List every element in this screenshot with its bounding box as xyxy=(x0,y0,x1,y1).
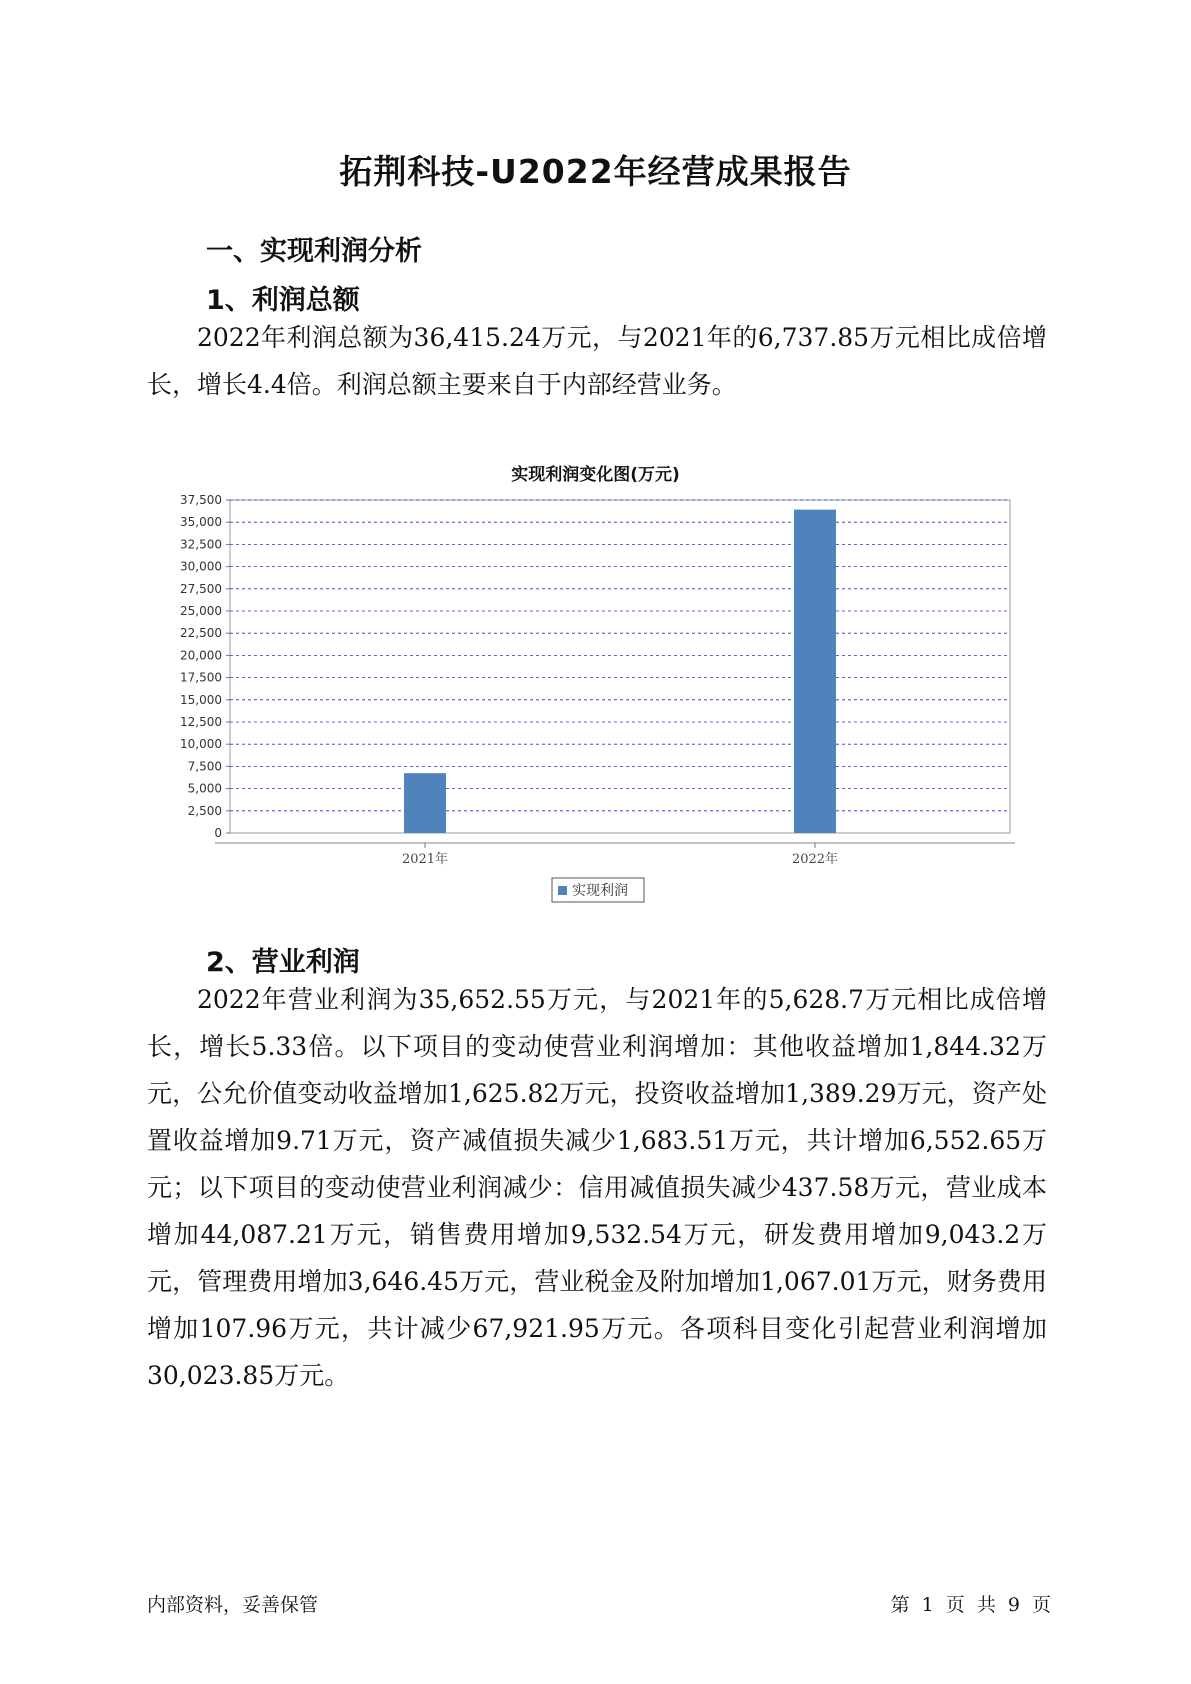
bar-2021年 xyxy=(404,773,446,833)
section-heading-profit-analysis: 一、实现利润分析 xyxy=(206,236,422,267)
footer-page-number: 第 1 页 共 9 页 xyxy=(890,1594,1051,1616)
x-tick-label: 2022年 xyxy=(791,852,839,867)
chart-title: 实现利润变化图(万元) xyxy=(511,465,680,485)
y-tick-label: 25,000 xyxy=(180,604,222,618)
y-tick-label: 27,500 xyxy=(180,581,222,596)
y-tick-label: 22,500 xyxy=(180,626,222,641)
y-tick-label: 5,000 xyxy=(187,781,222,796)
y-tick-label: 7,500 xyxy=(187,759,222,774)
y-tick-label: 10,000 xyxy=(180,737,222,752)
legend-swatch xyxy=(558,886,567,895)
subheading-total-profit: 1、利润总额 xyxy=(206,285,360,316)
subheading-operating-profit: 2、营业利润 xyxy=(206,947,360,978)
y-tick-label: 17,500 xyxy=(180,670,222,685)
plot-area xyxy=(230,500,1010,833)
y-tick-label: 0 xyxy=(214,826,222,840)
y-tick-label: 15,000 xyxy=(180,692,222,707)
y-tick-label: 30,000 xyxy=(180,559,222,574)
x-tick-label: 2021年 xyxy=(401,852,449,867)
footer-confidential-note: 内部资料，妥善保管 xyxy=(147,1594,319,1616)
y-tick-label: 2,500 xyxy=(187,803,222,818)
paragraph-total-profit: 2022年利润总额为36,415.24万元，与2021年的6,737.85万元相比成倍增长，增长4.4倍。利润总额主要来自于内部经营业务。 xyxy=(147,323,1047,399)
legend-label: 实现利润 xyxy=(572,883,628,899)
bar-2022年 xyxy=(794,510,836,833)
paragraph-operating-profit: 2022年营业利润为35,652.55万元，与2021年的5,628.7万元相比成倍增长，增长5.33倍。以下项目的变动使营业利润增加：其他收益增加1,844.32万元，公允价值变动收益增加1,625.82万元，投资收益增加1,389.29万元，资产处置收益增加9.71万元，资产减值损失减少1,683.51万元，共计增加6,552.65万元；以下项目的变动使营业利润减少：信用减值损失减少437.58万元，营业成本增加44,087.21万元，销售费用增加9,532.54万元，研发费用增加9,043.2万元，管理费用增加3,646.45万元，营业税金及附加增加1,067.01万元，财务费用增加107.96万元，共计减少67,921.95万元。各项科目变化引起营业利润增加30,023.85万元。 xyxy=(147,985,1047,1390)
report-title: 拓荆科技-U2022年经营成果报告 xyxy=(339,152,852,191)
y-tick-label: 20,000 xyxy=(180,648,222,663)
y-tick-label: 37,500 xyxy=(180,493,222,507)
y-tick-label: 35,000 xyxy=(180,515,222,530)
y-tick-label: 12,500 xyxy=(180,715,222,729)
y-tick-label: 32,500 xyxy=(180,537,222,552)
